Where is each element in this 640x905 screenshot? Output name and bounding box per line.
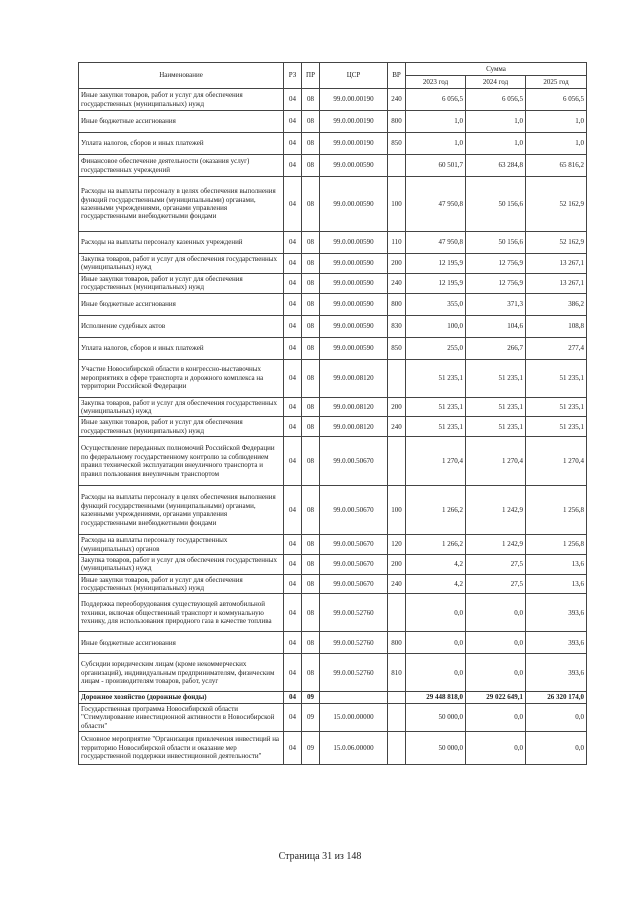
cell-rz: 04 [284, 232, 302, 254]
cell-2023: 1,0 [406, 111, 466, 133]
cell-csr: 99.0.00.50670 [320, 535, 388, 555]
cell-2024: 50 156,6 [466, 177, 526, 232]
cell-2023: 1,0 [406, 133, 466, 155]
cell-2024: 1 242,9 [466, 535, 526, 555]
cell-2025: 51 235,1 [526, 417, 587, 437]
table-row [79, 232, 587, 254]
cell-2025: 13 267,1 [526, 254, 587, 274]
cell-vr [388, 594, 406, 632]
cell-vr: 240 [388, 89, 406, 111]
cell-2024: 27,5 [466, 554, 526, 574]
cell-name: Закупка товаров, работ и услуг для обеспечения государственных (муниципальных) нужд [79, 554, 284, 574]
cell-2024: 0,0 [466, 594, 526, 632]
cell-2023: 1 266,2 [406, 535, 466, 555]
cell-vr: 810 [388, 654, 406, 692]
cell-2025: 1 256,8 [526, 486, 587, 535]
cell-pr: 08 [302, 554, 320, 574]
cell-2023: 6 056,5 [406, 89, 466, 111]
cell-2023: 1 270,4 [406, 437, 466, 486]
header-row [79, 63, 587, 76]
cell-vr: 850 [388, 133, 406, 155]
cell-vr: 830 [388, 315, 406, 337]
cell-2023: 4,2 [406, 574, 466, 594]
cell-2025: 26 320 174,0 [526, 692, 587, 703]
cell-2023: 0,0 [406, 594, 466, 632]
cell-csr [320, 692, 388, 703]
cell-name: Иные закупки товаров, работ и услуг для обеспечения государственных (муниципальных) нужд [79, 89, 284, 111]
table-body [79, 89, 587, 765]
cell-2023: 51 235,1 [406, 359, 466, 397]
cell-csr: 99.0.00.00590 [320, 315, 388, 337]
cell-pr: 08 [302, 574, 320, 594]
cell-2025: 1,0 [526, 111, 587, 133]
cell-2025: 1 256,8 [526, 535, 587, 555]
cell-csr: 99.0.00.00590 [320, 273, 388, 293]
cell-vr: 100 [388, 177, 406, 232]
cell-2025: 277,4 [526, 337, 587, 359]
cell-name: Расходы на выплаты персоналу государственных (муниципальных) органов [79, 535, 284, 555]
cell-rz: 04 [284, 417, 302, 437]
cell-2025: 1 270,4 [526, 437, 587, 486]
cell-rz: 04 [284, 535, 302, 555]
cell-name: Иные закупки товаров, работ и услуг для обеспечения государственных (муниципальных) нужд [79, 417, 284, 437]
cell-rz: 04 [284, 554, 302, 574]
table-row [79, 359, 587, 397]
cell-2024: 1,0 [466, 133, 526, 155]
header-sum: Сумма [406, 63, 587, 76]
budget-table [78, 62, 587, 765]
cell-2025: 108,8 [526, 315, 587, 337]
cell-2024: 1,0 [466, 111, 526, 133]
cell-csr: 99.0.00.00590 [320, 155, 388, 177]
cell-2023: 47 950,8 [406, 177, 466, 232]
cell-rz: 04 [284, 359, 302, 397]
cell-pr: 08 [302, 437, 320, 486]
cell-pr: 08 [302, 133, 320, 155]
cell-name: Уплата налогов, сборов и иных платежей [79, 337, 284, 359]
cell-name: Расходы на выплаты персоналу казенных учреждений [79, 232, 284, 254]
cell-2024: 0,0 [466, 703, 526, 731]
cell-2024: 0,0 [466, 632, 526, 654]
cell-name: Поддержка переоборудования существующей автомобильной техники, включая общественный транспорт и коммунальную технику, для использования природного газа в качестве топлива [79, 594, 284, 632]
cell-2023: 50 000,0 [406, 703, 466, 731]
cell-vr: 800 [388, 293, 406, 315]
table-row [79, 337, 587, 359]
cell-csr: 99.0.00.00190 [320, 89, 388, 111]
cell-name: Исполнение судебных актов [79, 315, 284, 337]
cell-2025: 1,0 [526, 133, 587, 155]
cell-rz: 04 [284, 273, 302, 293]
cell-csr: 99.0.00.08120 [320, 397, 388, 417]
cell-name: Иные закупки товаров, работ и услуг для обеспечения государственных (муниципальных) нужд [79, 273, 284, 293]
table-row [79, 486, 587, 535]
cell-rz: 04 [284, 133, 302, 155]
header-2023: 2023 год [406, 76, 466, 89]
table-row [79, 155, 587, 177]
cell-vr: 850 [388, 337, 406, 359]
cell-vr: 100 [388, 486, 406, 535]
cell-csr: 15.0.06.00000 [320, 732, 388, 765]
cell-2023: 255,0 [406, 337, 466, 359]
cell-name: Закупка товаров, работ и услуг для обеспечения государственных (муниципальных) нужд [79, 397, 284, 417]
cell-vr [388, 437, 406, 486]
cell-rz: 04 [284, 111, 302, 133]
cell-2025: 0,0 [526, 703, 587, 731]
cell-2024: 1 270,4 [466, 437, 526, 486]
cell-name: Дорожное хозяйство (дорожные фонды) [79, 692, 284, 703]
cell-name: Иные бюджетные ассигнования [79, 632, 284, 654]
cell-2025: 13 267,1 [526, 273, 587, 293]
cell-2023: 29 448 818,0 [406, 692, 466, 703]
cell-2024: 266,7 [466, 337, 526, 359]
cell-pr: 09 [302, 703, 320, 731]
cell-pr: 09 [302, 692, 320, 703]
cell-2023: 12 195,9 [406, 273, 466, 293]
cell-vr: 110 [388, 232, 406, 254]
cell-2024: 51 235,1 [466, 359, 526, 397]
cell-vr: 240 [388, 273, 406, 293]
cell-name: Субсидии юридическим лицам (кроме некоммерческих организаций), индивидуальным предпринимателям, физическим лицам - производителям товаров, работ, услуг [79, 654, 284, 692]
table-row [79, 254, 587, 274]
cell-2025: 6 056,5 [526, 89, 587, 111]
cell-pr: 08 [302, 397, 320, 417]
cell-2023: 0,0 [406, 654, 466, 692]
cell-2024: 0,0 [466, 654, 526, 692]
cell-2025: 51 235,1 [526, 359, 587, 397]
table-row [79, 293, 587, 315]
cell-name: Иные бюджетные ассигнования [79, 293, 284, 315]
cell-2024: 51 235,1 [466, 417, 526, 437]
cell-csr: 15.0.00.00000 [320, 703, 388, 731]
cell-2023: 100,0 [406, 315, 466, 337]
cell-pr: 08 [302, 654, 320, 692]
cell-name: Расходы на выплаты персоналу в целях обеспечения выполнения функций государственными (муниципальными) органами, казенными учреждениями, органами управления государственными внебюджетными фондами [79, 486, 284, 535]
cell-2024: 371,3 [466, 293, 526, 315]
cell-vr [388, 732, 406, 765]
cell-2024: 12 756,9 [466, 254, 526, 274]
table-row [79, 554, 587, 574]
table-row [79, 632, 587, 654]
cell-rz: 04 [284, 692, 302, 703]
cell-name: Иные закупки товаров, работ и услуг для обеспечения государственных (муниципальных) нужд [79, 574, 284, 594]
cell-2025: 386,2 [526, 293, 587, 315]
cell-2023: 0,0 [406, 632, 466, 654]
cell-2023: 51 235,1 [406, 417, 466, 437]
cell-vr [388, 692, 406, 703]
table-row [79, 692, 587, 703]
header-rz: РЗ [284, 63, 302, 89]
cell-pr: 08 [302, 594, 320, 632]
cell-vr: 240 [388, 417, 406, 437]
cell-2023: 47 950,8 [406, 232, 466, 254]
cell-pr: 08 [302, 359, 320, 397]
cell-name: Закупка товаров, работ и услуг для обеспечения государственных (муниципальных) нужд [79, 254, 284, 274]
cell-2024: 1 242,9 [466, 486, 526, 535]
table-row [79, 177, 587, 232]
cell-pr: 08 [302, 632, 320, 654]
cell-pr: 08 [302, 155, 320, 177]
table-row [79, 315, 587, 337]
cell-vr [388, 359, 406, 397]
cell-2023: 1 266,2 [406, 486, 466, 535]
cell-rz: 04 [284, 654, 302, 692]
cell-vr: 200 [388, 554, 406, 574]
table-row [79, 703, 587, 731]
cell-csr: 99.0.00.52760 [320, 632, 388, 654]
table-row [79, 89, 587, 111]
cell-2025: 13,6 [526, 574, 587, 594]
cell-rz: 04 [284, 632, 302, 654]
cell-2025: 52 162,9 [526, 177, 587, 232]
cell-name: Уплата налогов, сборов и иных платежей [79, 133, 284, 155]
cell-2025: 65 816,2 [526, 155, 587, 177]
cell-rz: 04 [284, 293, 302, 315]
cell-2024: 104,6 [466, 315, 526, 337]
cell-rz: 04 [284, 337, 302, 359]
cell-2023: 51 235,1 [406, 397, 466, 417]
header-pr: ПР [302, 63, 320, 89]
table-row [79, 397, 587, 417]
header-name: Наименование [79, 63, 284, 89]
cell-csr: 99.0.00.00590 [320, 254, 388, 274]
cell-rz: 04 [284, 437, 302, 486]
header-2024: 2024 год [466, 76, 526, 89]
table-row [79, 417, 587, 437]
cell-vr: 200 [388, 254, 406, 274]
cell-rz: 04 [284, 574, 302, 594]
cell-vr [388, 703, 406, 731]
cell-2025: 13,6 [526, 554, 587, 574]
cell-vr [388, 155, 406, 177]
cell-name: Основное мероприятие "Организация привлечения инвестиций на территорию Новосибирской области и оказание мер государственной поддержки инвестиционной деятельности" [79, 732, 284, 765]
cell-rz: 04 [284, 177, 302, 232]
cell-2023: 60 501,7 [406, 155, 466, 177]
cell-pr: 08 [302, 273, 320, 293]
cell-csr: 99.0.00.00190 [320, 111, 388, 133]
cell-pr: 08 [302, 486, 320, 535]
cell-pr: 08 [302, 337, 320, 359]
cell-2024: 29 022 649,1 [466, 692, 526, 703]
cell-name: Осуществление переданных полномочий Российской Федерации по федеральному государственному контролю за соблюдением правил технической эксплуатации внеуличного транспорта и правил пользования внеуличным транспортом [79, 437, 284, 486]
cell-pr: 08 [302, 417, 320, 437]
header-csr: ЦСР [320, 63, 388, 89]
cell-csr: 99.0.00.08120 [320, 359, 388, 397]
cell-pr: 08 [302, 254, 320, 274]
cell-csr: 99.0.00.00190 [320, 133, 388, 155]
cell-vr: 800 [388, 632, 406, 654]
table-row [79, 574, 587, 594]
cell-2023: 12 195,9 [406, 254, 466, 274]
page-number: Страница 31 из 148 [278, 851, 362, 862]
table-row [79, 133, 587, 155]
cell-csr: 99.0.00.50670 [320, 574, 388, 594]
cell-csr: 99.0.00.08120 [320, 417, 388, 437]
cell-rz: 04 [284, 594, 302, 632]
table-row [79, 654, 587, 692]
header-2025: 2025 год [526, 76, 587, 89]
cell-rz: 04 [284, 397, 302, 417]
cell-csr: 99.0.00.52760 [320, 594, 388, 632]
cell-2025: 393,6 [526, 594, 587, 632]
cell-pr: 08 [302, 177, 320, 232]
cell-2023: 4,2 [406, 554, 466, 574]
cell-2024: 12 756,9 [466, 273, 526, 293]
cell-vr: 800 [388, 111, 406, 133]
cell-pr: 08 [302, 89, 320, 111]
cell-rz: 04 [284, 732, 302, 765]
cell-2025: 393,6 [526, 654, 587, 692]
cell-rz: 04 [284, 254, 302, 274]
table-row [79, 732, 587, 765]
cell-vr: 200 [388, 397, 406, 417]
cell-vr: 240 [388, 574, 406, 594]
header-vr: ВР [388, 63, 406, 89]
cell-pr: 09 [302, 732, 320, 765]
cell-name: Расходы на выплаты персоналу в целях обеспечения выполнения функций государственными (муниципальными) органами, казенными учреждениями, органами управления государственными внебюджетными фондами [79, 177, 284, 232]
cell-rz: 04 [284, 89, 302, 111]
cell-pr: 08 [302, 232, 320, 254]
cell-csr: 99.0.00.00590 [320, 293, 388, 315]
cell-csr: 99.0.00.52760 [320, 654, 388, 692]
cell-csr: 99.0.00.00590 [320, 177, 388, 232]
cell-csr: 99.0.00.00590 [320, 232, 388, 254]
cell-2024: 0,0 [466, 732, 526, 765]
cell-rz: 04 [284, 703, 302, 731]
cell-csr: 99.0.00.50670 [320, 437, 388, 486]
table-row [79, 111, 587, 133]
table-row [79, 437, 587, 486]
table-row [79, 535, 587, 555]
cell-2024: 51 235,1 [466, 397, 526, 417]
cell-2025: 0,0 [526, 732, 587, 765]
cell-2023: 50 000,0 [406, 732, 466, 765]
cell-pr: 08 [302, 111, 320, 133]
table-row [79, 594, 587, 632]
cell-pr: 08 [302, 535, 320, 555]
table-row [79, 273, 587, 293]
cell-csr: 99.0.00.50670 [320, 486, 388, 535]
cell-2023: 355,0 [406, 293, 466, 315]
cell-2025: 393,6 [526, 632, 587, 654]
cell-name: Иные бюджетные ассигнования [79, 111, 284, 133]
cell-2025: 52 162,9 [526, 232, 587, 254]
cell-2024: 6 056,5 [466, 89, 526, 111]
cell-rz: 04 [284, 155, 302, 177]
cell-2024: 50 156,6 [466, 232, 526, 254]
cell-pr: 08 [302, 293, 320, 315]
cell-name: Финансовое обеспечение деятельности (оказания услуг) государственных учреждений [79, 155, 284, 177]
cell-rz: 04 [284, 486, 302, 535]
cell-vr: 120 [388, 535, 406, 555]
cell-csr: 99.0.00.50670 [320, 554, 388, 574]
cell-name: Государственная программа Новосибирской области "Стимулирование инвестиционной активности в Новосибирской области" [79, 703, 284, 731]
cell-2024: 63 284,8 [466, 155, 526, 177]
cell-rz: 04 [284, 315, 302, 337]
cell-2025: 51 235,1 [526, 397, 587, 417]
cell-csr: 99.0.00.00590 [320, 337, 388, 359]
cell-pr: 08 [302, 315, 320, 337]
cell-name: Участие Новосибирской области в конгрессно-выставочных мероприятиях в сфере транспорта и дорожного комплекса на территории Российской Федерации [79, 359, 284, 397]
cell-2024: 27,5 [466, 574, 526, 594]
